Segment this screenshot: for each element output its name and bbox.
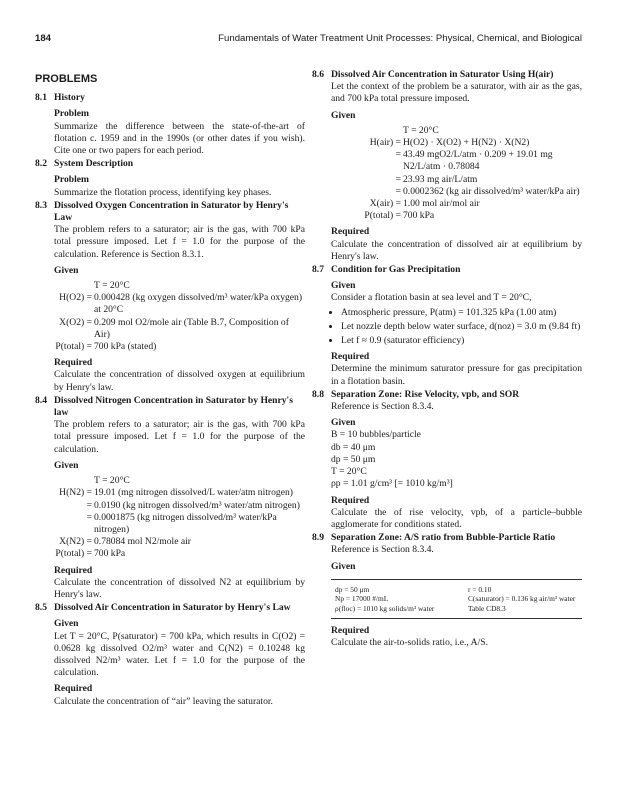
table-cell: ρ(floc) = 1010 kg solids/m³ water xyxy=(335,603,435,613)
given-label: Given xyxy=(54,459,79,471)
required-text: Calculate the air-to-solids ratio, i.e., A/S. xyxy=(331,637,489,649)
equation-rhs: 0.000428 (kg oxygen dissolved/m³ water/kPa oxygen) at 20°C xyxy=(94,292,303,316)
equation-rhs: 0.78084 mol N2/mole air xyxy=(94,536,191,548)
required-label: Required xyxy=(331,351,370,363)
given-equations xyxy=(35,475,305,560)
equation-lhs: H(air) = xyxy=(369,137,401,149)
equation-rhs: 0.0190 (kg nitrogen dissolved/m³ water/atm nitrogen) xyxy=(94,499,300,511)
equation-rhs: H(O2) · X(O2) + H(N2) · X(N2) xyxy=(403,137,530,149)
problems-title: PROBLEMS xyxy=(35,73,98,85)
equation-lhs: H(N2) = xyxy=(59,487,92,499)
problem-8-2 xyxy=(35,158,305,199)
equation-lhs: H(O2) = xyxy=(59,292,92,304)
section-title: Dissolved Nitrogen Concentration in Saturator by Henry's law xyxy=(54,394,293,419)
problem-8-9 xyxy=(312,532,582,650)
equation-rhs: 0.209 mol O2/mole air (Table B.7, Composition of Air) xyxy=(94,316,289,340)
required-label: Required xyxy=(54,564,93,576)
table-row xyxy=(335,594,578,604)
given-label: Given xyxy=(54,618,79,630)
section-number: 8.8 xyxy=(312,388,324,400)
given-label: Given xyxy=(331,560,356,572)
problem-8-3 xyxy=(35,200,305,394)
problem-text: The problem refers to a saturator; air is the gas, with 700 kPa total pressure imposed. Let f = 1.0 for the purpose of the calculation. xyxy=(54,419,305,455)
section-title: Condition for Gas Precipitation xyxy=(331,264,461,276)
section-number: 8.7 xyxy=(312,264,324,276)
required-text: Calculate the of rise velocity, vpb, of a particle–bubble agglomerate for conditions stated. xyxy=(331,506,582,530)
section-title: Dissolved Oxygen Concentration in Saturator by Henry's Law xyxy=(54,199,289,224)
problem-text: Reference is Section 8.3.4. xyxy=(331,544,434,556)
required-label: Required xyxy=(54,357,93,369)
given-value: ρp = 1.01 g/cm³ [= 1010 kg/m³] xyxy=(331,478,453,490)
given-label: Given xyxy=(331,280,356,292)
given-equations xyxy=(35,280,305,353)
equation-rhs: 0.0002362 (kg air dissolved/m³ water/kPa air) xyxy=(403,185,580,197)
equation-lhs: P(total) = xyxy=(364,210,401,222)
given-label: Given xyxy=(331,109,356,121)
required-text: Calculate the concentration of dissolved air at equilibrium by Henry's law. xyxy=(331,238,582,262)
required-text: Calculate the concentration of dissolved oxygen at equilibrium by Henry's law. xyxy=(54,369,305,393)
section-title: Dissolved Air Concentration in Saturator by Henry's Law xyxy=(54,602,291,614)
section-number: 8.5 xyxy=(35,602,47,614)
problem-8-1 xyxy=(35,92,305,157)
problem-text: The problem refers to a saturator; air is the gas, with 700 kPa total pressure imposed. Let f = 1.0 for the purpose of the calculation. Reference is Section 8.3.1. xyxy=(54,224,305,260)
list-item: • Let nozzle depth below water surface, d(noz) = 3.0 m (9.84 ft) xyxy=(341,321,582,333)
required-label: Required xyxy=(331,226,370,238)
problem-text: Summarize the difference between the state-of-the-art of flotation c. 1959 and in the 1990s (or other dates if you wish). Cite one or two papers for each period. xyxy=(54,120,305,157)
section-number: 8.6 xyxy=(312,69,324,80)
equation-rhs: 23.93 mg air/L/atm xyxy=(403,173,478,185)
required-text: Determine the minimum saturator pressure for gas precipitation in a flotation basin. xyxy=(331,363,582,387)
section-title: System Description xyxy=(54,158,134,170)
equation-rhs: 700 kPa xyxy=(403,210,435,222)
equation-rhs: 700 kPa xyxy=(94,548,126,560)
given-text: Let T = 20°C, P(saturator) = 700 kPa, which results in C(O2) = 0.0628 kg dissolved O2/m³ water and C(N2) = 0.10248 kg dissolved N2/m³ water. Let f = 1.0 for the purpose of the calculation. xyxy=(54,630,305,679)
problem-8-7 xyxy=(312,264,582,388)
given-value: B = 10 bubbles/particle xyxy=(331,429,421,441)
table-cell: dp = 50 μm xyxy=(335,584,370,594)
problem-label: Problem xyxy=(54,108,89,120)
equation: T = 20°C xyxy=(403,124,439,136)
section-number: 8.1 xyxy=(35,92,47,104)
given-value: T = 20°C xyxy=(331,466,367,478)
equation: T = 20°C xyxy=(94,280,130,292)
problem-text: Reference is Section 8.3.4. xyxy=(331,401,434,413)
equation: T = 20°C xyxy=(94,475,130,487)
equation-lhs: P(total) = xyxy=(55,548,92,560)
section-number: 8.3 xyxy=(35,199,47,211)
section-title: Separation Zone: Rise Velocity, vpb, and SOR xyxy=(331,388,520,400)
equation-lhs: P(total) = xyxy=(55,341,92,353)
equation-lhs: = xyxy=(395,173,401,185)
equation-lhs: X(O2) = xyxy=(59,316,92,328)
table-row xyxy=(335,585,578,595)
equation-lhs: = xyxy=(395,185,401,197)
given-table xyxy=(331,579,582,620)
equation-lhs: X(air) = xyxy=(369,198,401,210)
equation-rhs: 1.00 mol air/mol air xyxy=(403,198,480,210)
equation-rhs: 700 kPa (stated) xyxy=(94,341,157,353)
problem-text: Let the context of the problem be a saturator, with air as the gas, and 700 kPa total pressure imposed. xyxy=(331,81,582,105)
running-title: Fundamentals of Water Treatment Unit Processes: Physical, Chemical, and Biological xyxy=(218,33,582,44)
required-label: Required xyxy=(331,494,370,506)
given-value: db = 40 μm xyxy=(331,441,376,453)
problem-8-6 xyxy=(312,69,582,263)
required-text: Calculate the concentration of “air” leaving the saturator. xyxy=(54,695,273,707)
problem-8-4 xyxy=(35,395,305,601)
table-cell: r = 0.10 xyxy=(468,584,492,594)
section-title: History xyxy=(54,92,85,104)
equation-rhs: 19.01 (mg nitrogen dissolved/L water/atm nitrogen) xyxy=(94,487,293,499)
required-text: Calculate the concentration of dissolved N2 at equilibrium by Henry's law. xyxy=(54,576,305,600)
table-cell: Np = 17000 #/mL xyxy=(335,594,389,604)
right-column xyxy=(312,68,582,650)
table-cell: Table CD8.3 xyxy=(468,603,506,613)
section-number: 8.9 xyxy=(312,532,324,544)
page-header xyxy=(35,33,582,47)
page-number: 184 xyxy=(35,33,52,44)
given-equations xyxy=(312,125,582,223)
left-column xyxy=(35,73,305,708)
equation-rhs: 43.49 mgO2/L/atm · 0.209 + 19.01 mg N2/L/atm · 0.78084 xyxy=(403,149,553,173)
list-item: • Atmospheric pressure, P(atm) = 101.325 kPa (1.00 atm) xyxy=(341,307,582,319)
table-cell: C(saturator) = 0.136 kg air/m³ water xyxy=(468,594,576,604)
problem-8-5 xyxy=(35,602,305,708)
equation-lhs: = xyxy=(86,511,92,523)
required-label: Required xyxy=(331,625,370,637)
section-number: 8.4 xyxy=(35,394,47,406)
equation-rhs: 0.0001875 (kg nitrogen dissolved/m³ water/kPa nitrogen) xyxy=(94,511,277,535)
given-label: Given xyxy=(331,417,356,429)
problem-text: Summarize the flotation process, identifying key phases. xyxy=(54,186,272,198)
section-title: Separation Zone: A/S ratio from Bubble-Particle Ratio xyxy=(331,532,556,544)
problem-8-8 xyxy=(312,389,582,531)
given-label: Given xyxy=(54,264,79,276)
section-number: 8.2 xyxy=(35,158,47,170)
equation-lhs: = xyxy=(395,149,401,161)
problem-label: Problem xyxy=(54,174,89,186)
given-bullets xyxy=(331,307,582,348)
required-label: Required xyxy=(54,683,93,695)
given-text: Consider a flotation basin at sea level and T = 20°C, xyxy=(331,292,532,304)
equation-lhs: X(N2) = xyxy=(59,536,92,548)
equation-lhs: = xyxy=(86,499,92,511)
section-title: Dissolved Air Concentration in Saturator Using H(air) xyxy=(331,69,554,80)
table-row xyxy=(335,604,578,614)
list-item: • Let f ≈ 0.9 (saturator efficiency) xyxy=(341,335,582,347)
given-value: dp = 50 μm xyxy=(331,453,376,465)
